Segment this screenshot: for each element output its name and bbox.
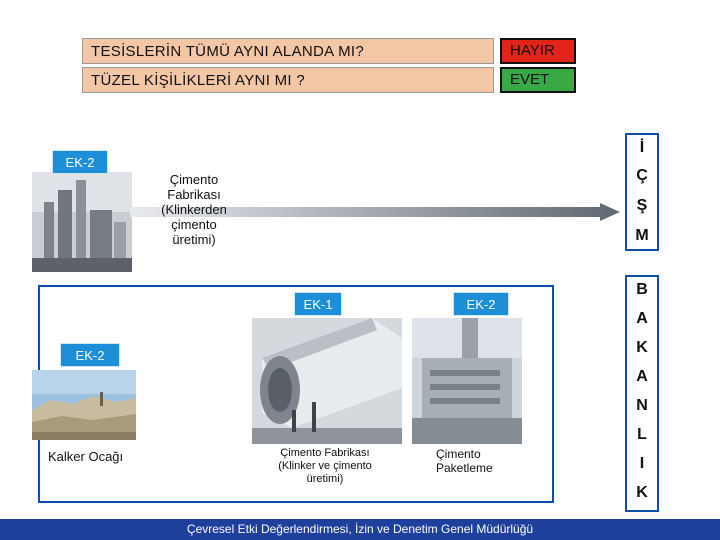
quarry-caption: Kalker Ocağı (48, 449, 124, 464)
ministry-letter: K (636, 339, 648, 356)
ministry-letter: B (636, 281, 648, 298)
answer-1-hayir: HAYIR (500, 38, 576, 64)
ministry-letter: N (636, 397, 648, 414)
ministry-letter: Ş (636, 197, 648, 214)
answer-2-evet: EVET (500, 67, 576, 93)
ministry-letter: K (636, 484, 648, 501)
ministry-letter: A (636, 368, 648, 385)
ministry-letter: I (639, 455, 645, 472)
packaging-plant-photo (412, 318, 522, 444)
footer-text: Çevresel Etki Değerlendirmesi, İzin ve Denetim Genel Müdürlüğü (186, 522, 534, 536)
ministry-box-bottom (625, 275, 659, 512)
question-2: TÜZEL KİŞİLİKLERİ AYNI MI ? (82, 67, 494, 93)
ministry-letter: A (636, 310, 648, 327)
top-ek2-badge: EK-2 (52, 150, 108, 174)
factory-ek1-badge: EK-1 (294, 292, 342, 316)
cement-factory-caption: Çimento Fabrikası (Klinkerden çimento üretimi) (161, 172, 227, 247)
packaging-ek2-badge: EK-2 (453, 292, 509, 316)
ministry-letter: L (637, 426, 647, 443)
rotary-kiln-photo (252, 318, 402, 444)
ministry-box-top (625, 133, 659, 251)
footer-bar (0, 519, 720, 540)
packaging-caption: Çimento Paketleme (436, 447, 493, 475)
ministry-letter: Ç (636, 167, 648, 184)
quarry-ek2-badge: EK-2 (60, 343, 120, 367)
factory-caption: Çimento Fabrikası (Klinker ve çimento üretimi) (278, 447, 372, 485)
ministry-letter: İ (639, 139, 645, 156)
question-1: TESİSLERİN TÜMÜ AYNI ALANDA MI? (82, 38, 494, 64)
ministry-letter: M (635, 227, 649, 244)
cement-factory-photo (32, 172, 132, 272)
limestone-quarry-photo (32, 370, 136, 440)
